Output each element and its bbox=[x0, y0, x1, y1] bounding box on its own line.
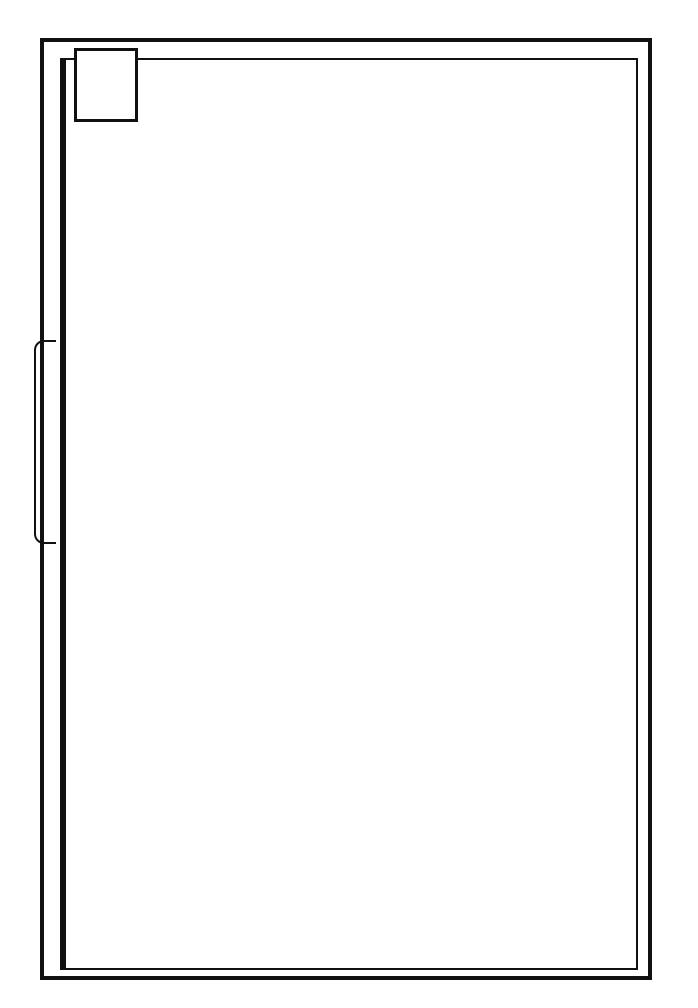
margin-rule bbox=[60, 58, 66, 970]
margin-bracket bbox=[34, 340, 56, 544]
page-border-inner bbox=[60, 58, 638, 970]
head-character bbox=[74, 48, 138, 122]
